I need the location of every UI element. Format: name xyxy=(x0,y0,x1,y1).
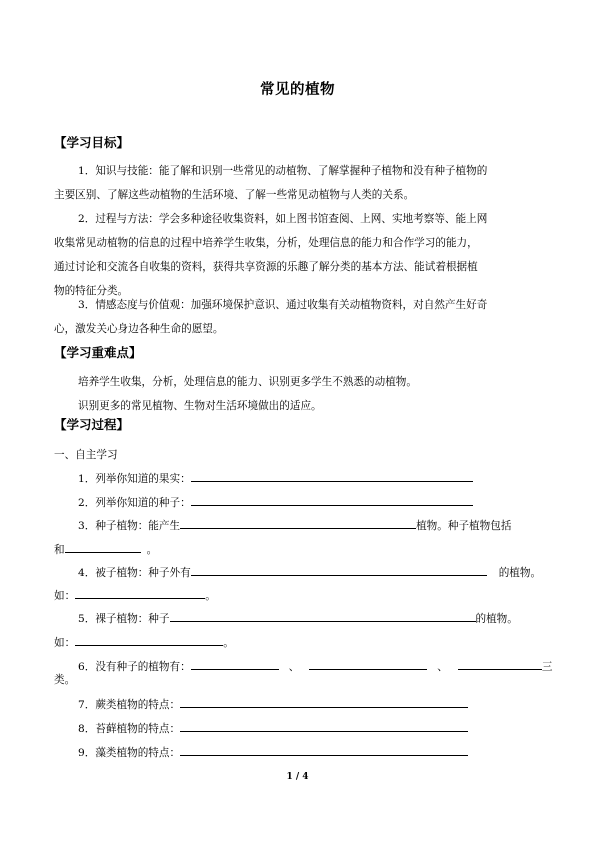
goal-2-line-4: 物的特征分类。 xyxy=(54,285,129,297)
question-4-label: 4．被子植物：种子外有 xyxy=(78,567,191,579)
question-5-text-d: 。 xyxy=(223,637,234,649)
answer-blank-2[interactable] xyxy=(191,494,473,506)
question-3-cont xyxy=(54,538,157,562)
goal-1-line-2: 主要区别、了解这些动植物的生活环境、了解一些常见动植物与人类的关系。 xyxy=(54,189,415,201)
question-9 xyxy=(78,741,468,765)
question-6-label: 6．没有种子的植物有： xyxy=(78,661,191,673)
question-8 xyxy=(78,717,468,741)
difficulty-heading: 【学习重难点】 xyxy=(54,345,142,360)
page-number: 1 / 4 xyxy=(286,772,309,782)
question-6-text-c: 类。 xyxy=(54,674,76,686)
question-3 xyxy=(78,514,511,538)
answer-blank-6a[interactable] xyxy=(191,658,279,670)
question-4 xyxy=(78,561,541,585)
answer-blank-4a[interactable] xyxy=(191,564,487,576)
answer-blank-7[interactable] xyxy=(180,696,468,708)
answer-blank-5b[interactable] xyxy=(75,634,223,646)
question-6-sep-2: 、 xyxy=(437,661,448,673)
answer-blank-1[interactable] xyxy=(191,470,473,482)
goal-2-line-1: 2．过程与方法：学会多种途径收集资料，如上图书馆查阅、上网、实地考察等、能上网 xyxy=(78,213,488,225)
answer-blank-5a[interactable] xyxy=(170,610,476,622)
process-heading: 【学习过程】 xyxy=(54,417,130,432)
page-title: 常见的植物 xyxy=(260,81,335,98)
goal-2-line-3: 通过讨论和交流各自收集的资料，获得共享资源的乐趣了解分类的基本方法、能试着根据植 xyxy=(54,261,478,273)
goal-1-line-1: 1．知识与技能：能了解和识别一些常见的动植物、了解掌握种子植物和没有种子植物的 xyxy=(78,165,488,177)
question-8-label: 8．苔藓植物的特点： xyxy=(78,723,181,735)
answer-blank-6b[interactable] xyxy=(309,658,427,670)
goal-3-line-2: 心，激发关心身边各种生命的愿望。 xyxy=(54,323,224,335)
difficulty-line-1: 培养学生收集，分析，处理信息的能力、识别更多学生不熟悉的动植物。 xyxy=(78,376,417,388)
question-5-text-b: 的植物。 xyxy=(475,613,518,625)
question-2-label: 2．列举你知道的种子： xyxy=(78,497,191,509)
goal-3-line-1: 3．情感态度与价值观：加强环境保护意识、通过收集有关动植物资料，对自然产生好奇 xyxy=(78,299,488,311)
question-3-label: 3．种子植物：能产生 xyxy=(78,520,181,532)
difficulty-line-2: 识别更多的常见植物、生物对生活环境做出的适应。 xyxy=(78,400,322,412)
question-6-text-b: 三 xyxy=(541,661,553,673)
question-1-label: 1．列举你知道的果实： xyxy=(78,473,191,485)
question-4-text-c: 如： xyxy=(54,590,76,602)
question-5-label: 5．裸子植物：种子 xyxy=(78,613,170,625)
answer-blank-3b[interactable] xyxy=(65,541,141,553)
question-3-text-d: 。 xyxy=(146,544,158,556)
question-4-text-d: 。 xyxy=(205,590,216,602)
question-3-text-c: 和 xyxy=(54,544,65,556)
question-4-cont xyxy=(54,584,216,608)
self-study-subheading: 一、自主学习 xyxy=(54,449,118,461)
answer-blank-4b[interactable] xyxy=(75,587,205,599)
answer-blank-8[interactable] xyxy=(180,720,468,732)
goal-2-line-2: 收集常见动植物的信息的过程中培养学生收集，分析，处理信息的能力和合作学习的能力， xyxy=(54,237,478,249)
answer-blank-9[interactable] xyxy=(180,744,468,756)
question-3-text-b: 植物。种子植物包括 xyxy=(416,520,512,532)
question-5-text-c: 如： xyxy=(54,637,76,649)
question-6 xyxy=(78,655,552,679)
question-5-cont xyxy=(54,631,234,655)
question-5 xyxy=(78,607,518,631)
question-4-text-b: 的植物。 xyxy=(498,567,542,579)
question-2 xyxy=(78,491,473,515)
question-7 xyxy=(78,693,468,717)
question-9-label: 9．藻类植物的特点： xyxy=(78,747,181,759)
answer-blank-6c[interactable] xyxy=(458,658,542,670)
goals-heading: 【学习目标】 xyxy=(54,135,130,150)
question-1 xyxy=(78,467,473,491)
question-7-label: 7．蕨类植物的特点： xyxy=(78,699,181,711)
question-6-cont xyxy=(54,668,75,692)
question-6-sep-1: 、 xyxy=(288,661,300,673)
answer-blank-3a[interactable] xyxy=(180,517,416,529)
